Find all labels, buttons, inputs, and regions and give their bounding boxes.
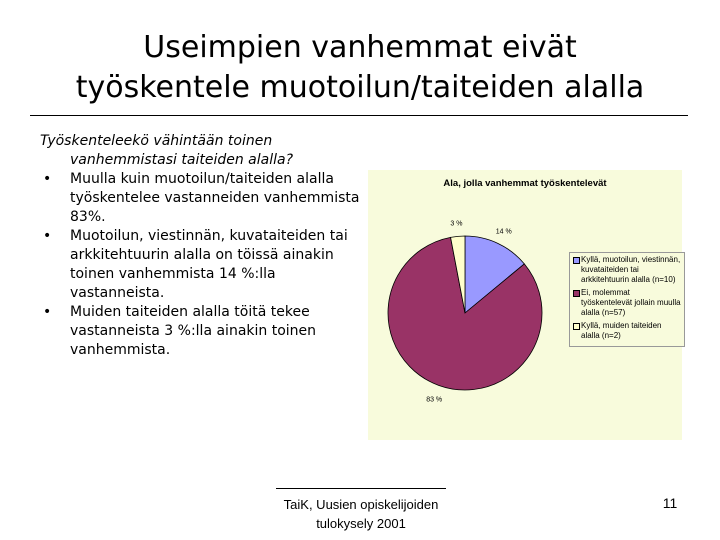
pie-data-label: 3 %: [450, 220, 463, 228]
pie-data-label: 14 %: [495, 228, 512, 236]
legend-swatch: [573, 290, 580, 297]
bullet-item: [40, 170, 360, 227]
legend-swatch: [573, 323, 580, 330]
slide-body: [40, 132, 360, 360]
legend-swatch: [573, 257, 580, 264]
legend-label: Ei, molemmat työskentelevät jollain muulla alalla (n=57): [581, 288, 681, 317]
bullet-item: [40, 227, 360, 303]
title-line-1: Useimpien vanhemmat eivät: [143, 30, 577, 65]
bullet-text: Muulla kuin muotoilun/taiteiden alalla työskentelee vastanneiden vanhemmista 83%.: [70, 171, 360, 225]
page-number: 11: [662, 495, 678, 511]
slide-title: [20, 28, 700, 108]
bullet-text: Muotoilun, viestinnän, kuvataiteiden tai arkkitehtuurin alalla on töissä ainakin toinen vanhemmista 14 %:lla vastanneista.: [70, 228, 348, 301]
chart-title: Ala, jolla vanhemmat työskentelevät: [443, 178, 607, 189]
bullet-dot-icon: •: [43, 171, 52, 187]
bullet-dot-icon: •: [43, 228, 52, 244]
pie-chart-panel: [368, 170, 682, 440]
question-text: Työskenteleekö vähintään toinen vanhemmistasi taiteiden alalla?: [40, 133, 293, 168]
bullet-text: Muiden taiteiden alalla töitä tekee vastanneista 3 %:lla ainakin toinen vanhemmista.: [70, 304, 317, 358]
title-divider: [30, 115, 688, 116]
title-line-2: työskentele muotoilun/taiteiden alalla: [75, 70, 645, 105]
legend-item: [572, 321, 682, 341]
slide-footer: [270, 495, 452, 533]
pie-data-label: 83 %: [426, 396, 443, 404]
footer-divider: [276, 488, 446, 489]
footer-line-1: TaiK, Uusien opiskelijoiden: [283, 497, 439, 512]
bullet-item: [40, 303, 360, 360]
legend-item: [572, 288, 682, 318]
legend-item: [572, 255, 682, 285]
bullet-dot-icon: •: [43, 304, 52, 320]
legend-label: Kyllä, muiden taiteiden alalla (n=2): [581, 321, 662, 340]
chart-legend: [569, 252, 685, 347]
footer-line-2: tulokysely 2001: [316, 516, 406, 531]
legend-label: Kyllä, muotoilun, viestinnän, kuvataiteiden tai arkkitehtuurin alalla (n=10): [581, 255, 681, 284]
